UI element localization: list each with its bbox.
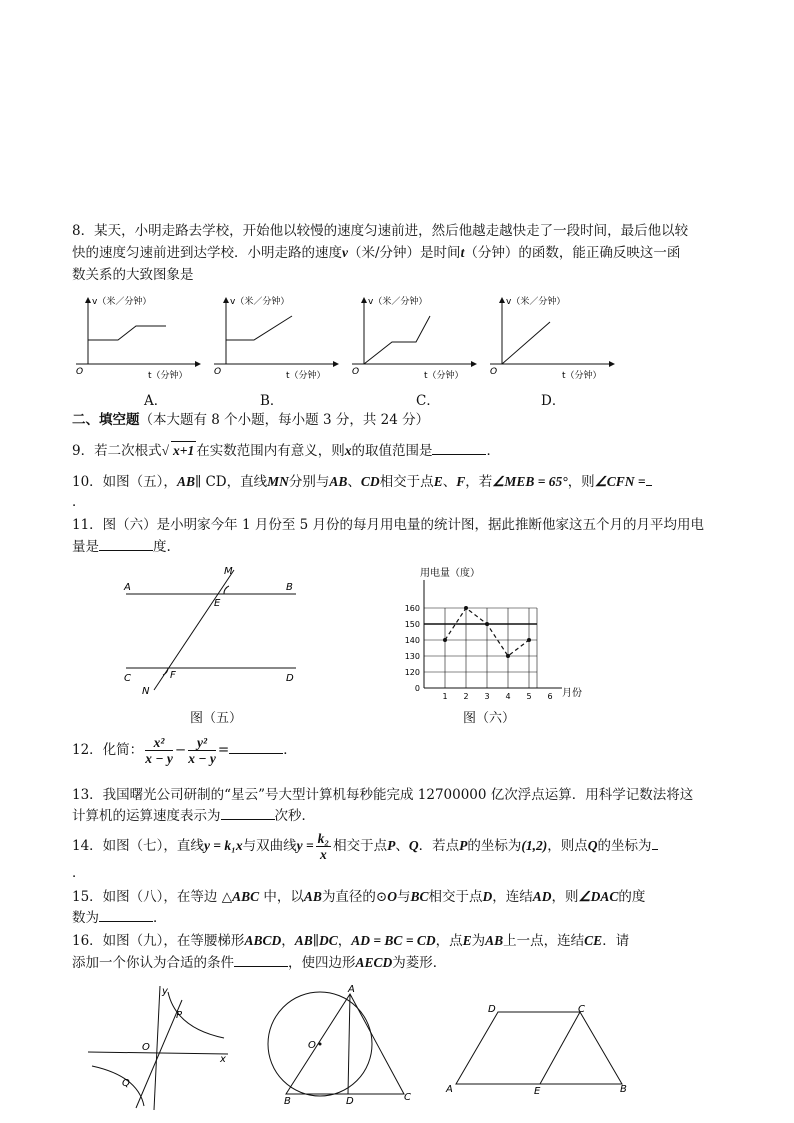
graph-d-ylabel: v（米／分钟） [506,297,566,307]
q16-text-g: ．请 [602,933,630,949]
q13-answer-blank[interactable] [221,807,275,820]
q10-text-d: ，若 [465,474,493,490]
graph-d-xlabel: t（分钟） [562,371,602,381]
q14-text-e: 的坐标为 [467,838,522,854]
graph-c-xlabel: t（分钟） [424,371,464,381]
q16-ce: CE [584,933,603,948]
q15-answer-blank[interactable] [99,909,153,922]
q12-text-a: 12．化简： [72,742,144,758]
q16-text-f: 上一点，连结 [503,933,585,949]
q10 [72,473,652,491]
fig7-label-x: x [220,1054,226,1065]
chart-y-tick-label: 160 [404,604,420,613]
q15-d: D [482,889,493,904]
q14-answer-blank[interactable] [652,837,658,850]
chart-grid [424,580,562,688]
q15-line2 [72,909,167,927]
q11-text2b: 度. [153,539,171,555]
q15-text-c: 为直径的⊙ [321,889,388,905]
q16-text-a: 16．如图（九），在等腰梯形 [72,933,245,949]
q10-sep: 、 [347,474,361,490]
q9-end: ． [486,443,500,459]
q15-abc: ABC [232,889,260,904]
q10-ab2: AB [329,474,348,489]
graph-c [352,295,476,381]
q10-mn: MN [267,474,289,489]
figure-7 [84,982,234,1114]
q12-frac2-den: x − y [188,751,216,766]
q15-ab: AB [303,889,322,904]
fig8-label-c: C [404,1092,411,1103]
fig5-label-e: E [214,598,221,609]
q12-end: ． [283,742,297,758]
q16-answer-blank[interactable] [234,954,288,967]
q15-line1 [72,888,645,906]
q14 [72,829,658,863]
q14-text-b: 与双曲线 [242,838,297,854]
q14-text-c: 相交于点 [333,838,388,854]
q12-frac2-num: y² [188,735,216,751]
chart-x-tick-label: 4 [505,692,511,701]
fig5-label-a: A [124,582,131,593]
chart-y-tick-label: 150 [404,620,420,629]
chart-y-tick-label: 130 [404,652,420,661]
var-t: t [460,245,465,260]
chart-data-point [506,654,510,658]
q9-answer-blank[interactable] [432,442,486,455]
graph-c-ylabel: v（米／分钟） [368,297,428,307]
figure-5 [118,562,308,696]
q16-ab2: AB [485,933,504,948]
q12-answer-blank[interactable] [229,741,283,754]
graph-a-xlabel: t（分钟） [148,371,188,381]
q9 [72,441,500,460]
q9-radicand: x+1 [173,443,195,458]
figure-6-chart [390,562,590,702]
fig9-label-e: E [534,1086,541,1096]
chart-y-tick-label: 140 [404,636,420,645]
chart-x-tick-label: 3 [484,692,490,701]
q10-text-a: 10．如图（五）， [72,474,177,490]
graph-d [490,295,614,381]
graph-a [76,295,200,381]
option-b[interactable]: B． [260,393,284,409]
q16-text-b: ， [281,933,295,949]
q12-frac1-num: x² [145,735,173,751]
q12-frac1 [145,735,173,766]
q15-ad: AD [532,889,552,904]
q15-text2a: 数为 [72,910,99,926]
q15-text-h: 的度 [618,889,646,905]
q11-line1 [72,516,704,534]
q8-line1 [72,222,688,240]
q10-sep2: 、 [442,474,457,490]
chart-x-tick-label: 6 [547,692,553,701]
chart-data-point [527,638,531,642]
graph-a-origin: O [76,367,84,377]
fig7-label-o: O [142,1042,150,1053]
fig9-label-d: D [488,1004,496,1015]
q15-text-d: 与 [397,889,411,905]
fig8-label-d: D [346,1096,354,1107]
q13-text2b: 次秒． [274,808,315,824]
q16-eq: AD = BC = CD [351,933,436,948]
q16-e: E [462,933,472,948]
q16-ab: AB [294,933,313,948]
q13-line1 [72,786,693,804]
fig7-label-y: y [162,986,168,997]
q8-text2a: 快的速度匀速前进到达学校．小明走路的速度 [72,245,342,261]
chart-y-tick-label: 120 [404,668,420,677]
q10-f: F [456,474,466,489]
q11-text2a: 量是 [72,539,99,555]
option-a[interactable]: A． [144,393,168,409]
figure-9 [444,1000,636,1096]
graph-b [214,295,338,381]
chart-ticks [405,604,553,701]
fig5-label-f: F [170,670,176,681]
q10-answer-blank[interactable] [646,473,652,486]
q11-line2 [72,538,171,556]
graph-b-ylabel: v（米／分钟） [230,297,290,307]
q8-text2b: （米/分钟）是时间 [348,245,461,261]
option-c[interactable]: C． [416,393,440,409]
q9-text-c: 的取值范围是 [351,443,433,459]
q14-text-f: ，则点 [547,838,588,854]
q13-line2 [72,807,315,825]
chart-data-point [485,622,489,626]
var-v: v [342,245,348,260]
q16-text-d: ，点 [435,933,463,949]
fig8-label-a: A [348,984,355,995]
fig9-label-a: A [446,1084,453,1095]
q16-abcd: ABCD [244,933,282,948]
fig7-label-p: P [176,1010,183,1021]
q10-text-e: ，则 [567,474,595,490]
q8-graphs [68,292,628,384]
chart-x-tick-label: 2 [463,692,469,701]
q13-text1: 13．我国曙光公司研制的“星云”号大型计算机每秒能完成 12700000 亿次浮点运算．用科学记数法将这 [72,787,694,803]
q11-answer-blank[interactable] [99,538,153,551]
q14-q: Q [408,838,419,853]
q16-text-e: 为 [471,933,486,949]
chart-title: 用电量（度） [420,568,480,579]
chart-xlabel: 月份 [562,688,582,699]
q14-p: P [387,838,396,853]
q14-frac [316,831,331,862]
q9-var: x [344,443,352,458]
q14-end: ． [72,865,86,881]
chart-x-tick-label: 5 [526,692,532,701]
graph-d-origin: O [490,367,498,377]
q9-text-a: 9．若二次根式 [72,443,162,459]
q14-eq2: y = [296,838,314,853]
fig5-caption: 图（五） [190,711,243,726]
q14-sep: 、 [395,838,409,854]
q16-line2 [72,954,446,972]
fig6-caption: 图（六） [463,711,516,726]
chart-y-tick-label: 0 [414,684,420,693]
section2-heading [72,411,429,429]
fig5-label-c: C [124,673,131,684]
q14-text-d: ．若点 [418,838,460,854]
fig5-label-d: D [286,673,294,684]
chart-data-point [443,638,447,642]
q14-frac-num: k₂ [317,831,330,846]
q15-text-a: 15．如图（八），在等边 △ [72,889,233,905]
q10-text-b: 分别与 [288,474,330,490]
q14-text-a: 14．如图（七），直线 [72,838,204,854]
graph-c-origin: O [352,367,360,377]
fig8-label-b: B [284,1096,291,1107]
q15-text-f: ，连结 [492,889,533,905]
sqrt-sign: √ [161,443,170,458]
q15-o: O [387,889,397,904]
q16-text-c: ， [337,933,352,949]
q10-angle2: ∠CFN = [594,474,646,489]
q14-frac-den: x [320,847,327,862]
graph-b-xlabel: t（分钟） [286,371,326,381]
section2-desc: （本大题有 8 个小题，每小题 3 分，共 24 分） [139,412,430,428]
q13-text2a: 计算机的运算速度表示为 [72,808,221,824]
q8-line2 [72,244,680,262]
q16-aecd: AECD [355,955,393,970]
chart-data-point [464,606,468,610]
q8-line3 [72,266,194,284]
option-d[interactable]: D． [541,393,566,409]
q16-par: ∥ [312,933,319,949]
q15-text2b: ． [153,910,167,926]
q14-coord: (1,2) [521,838,548,853]
q8-text3: 数关系的大致图象是 [72,267,194,283]
q8-text1: 8．某天，小明走路去学校，开始他以较慢的速度匀速前进，然后他越走越快走了一段时间，最后他以较 [72,223,689,239]
q10-ab: AB [176,474,195,489]
fig9-label-b: B [620,1084,627,1095]
graph-b-origin: O [214,367,222,377]
fig7-label-q: Q [122,1078,130,1089]
q12-frac2 [188,735,216,766]
q10-angle: ∠MEB = 65° [492,474,568,489]
q16-text2a: 添加一个你认为合适的条件 [72,955,234,971]
q11-text1: 11．图（六）是小明家今年 1 月份至 5 月份的每月用电量的统计图，据此推断他家这五个月的月平均用电 [72,517,705,533]
q8-text2c: （分钟）的函数，能正确反映这一函 [464,245,681,261]
chart-x-tick-label: 1 [442,692,448,701]
q12-frac1-den: x − y [145,751,173,766]
q10-par: ∥ CD，直线 [194,474,268,490]
q14-eq1: y = k₁x [203,838,243,853]
graph-a-ylabel: v（米／分钟） [92,297,152,307]
q16-line1 [72,932,629,950]
q9-text-b: 在实数范围内有意义，则 [196,443,345,459]
q15-bc: BC [410,889,429,904]
q10-end: ． [72,494,86,510]
q15-angle: ∠DAC [578,889,619,904]
q14-p2: P [459,838,468,853]
section2-title: 二、填空题 [72,412,140,428]
q12-minus: − [174,742,187,758]
fig5-label-n: N [142,686,150,696]
q10-cd: CD [360,474,380,489]
q12-eq: = [217,742,230,758]
q15-text-e: 相交于点 [428,889,483,905]
q12 [72,732,297,768]
q10-text-c: 相交于点 [379,474,434,490]
fig5-label-b: B [286,582,293,593]
q14-q2: Q [587,838,598,853]
fig5-label-m: M [224,566,233,577]
q16-text2b: ，使四边形 [288,955,356,971]
q15-text-g: ，则 [551,889,579,905]
fig9-label-c: C [578,1004,585,1015]
q15-text-b: 中，以 [259,889,304,905]
q10-e: E [433,474,443,489]
fig8-label-o: O [308,1040,316,1051]
q16-text2c: 为菱形． [392,955,447,971]
q16-dc: DC [318,933,338,948]
figure-8 [264,982,420,1108]
q14-text-g: 的坐标为 [597,838,652,854]
